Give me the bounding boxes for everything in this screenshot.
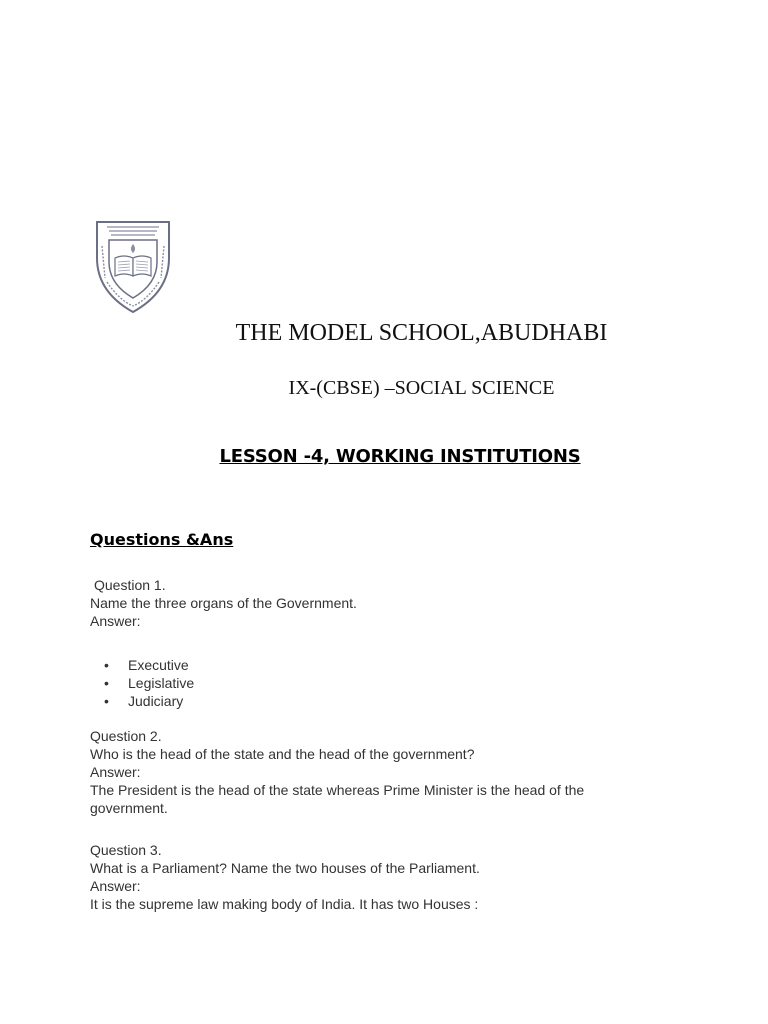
list-item-text: Executive <box>128 657 189 673</box>
answer-text: It is the supreme law making body of India. It has two Houses : <box>90 896 479 912</box>
school-crest-icon <box>93 218 173 315</box>
question-1 <box>90 576 650 630</box>
question-text: Name the three organs of the Government. <box>90 595 357 611</box>
answer-text: The President is the head of the state whereas Prime Minister is the head of the government. <box>90 782 585 816</box>
bullet-icon: • <box>104 675 109 691</box>
bullet-icon: • <box>104 693 109 709</box>
bullet-icon: • <box>104 657 109 673</box>
answer-label: Answer: <box>90 764 141 780</box>
school-name: THE MODEL SCHOOL,ABUDHABI <box>235 320 608 346</box>
question-3 <box>90 841 650 913</box>
list-item-text: Judiciary <box>128 693 184 709</box>
answer-label: Answer: <box>90 613 141 629</box>
section-heading: Questions &Ans <box>90 530 234 549</box>
question-label: Question 2. <box>90 728 162 744</box>
list-item-text: Legislative <box>128 675 195 691</box>
question-label: Question 3. <box>90 842 162 858</box>
answer-label: Answer: <box>90 878 141 894</box>
list-item <box>90 692 194 710</box>
lesson-title: LESSON -4, WORKING INSTITUTIONS <box>219 446 581 467</box>
class-subject: IX-(CBSE) –SOCIAL SCIENCE <box>288 377 555 399</box>
question-text: What is a Parliament? Name the two houses of the Parliament. <box>90 860 480 876</box>
list-item <box>90 674 194 692</box>
question-label: Question 1. <box>94 577 166 593</box>
question-2 <box>90 727 650 817</box>
answer-list <box>90 656 194 710</box>
question-text: Who is the head of the state and the head of the government? <box>90 746 475 762</box>
list-item <box>90 656 194 674</box>
